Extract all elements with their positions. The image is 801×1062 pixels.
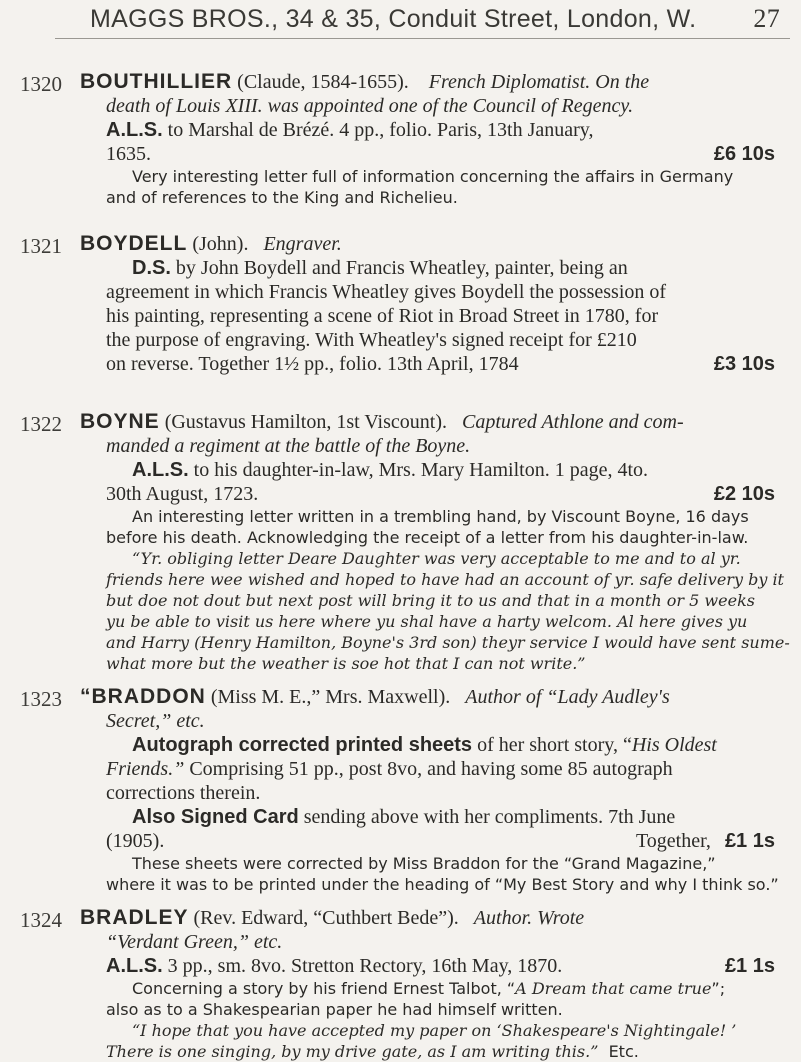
- lot-number: 1320: [20, 72, 62, 96]
- entry-name: BRADLEY: [80, 906, 189, 929]
- price: £2 10s: [713, 483, 775, 505]
- lot-number: 1323: [20, 687, 62, 711]
- document-type: A.L.S.: [132, 459, 189, 481]
- document-type: A.L.S.: [106, 955, 163, 977]
- document-type: D.S.: [132, 257, 171, 279]
- lot-number: 1324: [20, 908, 62, 932]
- price: £3 10s: [713, 353, 775, 375]
- price: £6 10s: [713, 143, 775, 165]
- lot-number: 1321: [20, 234, 62, 258]
- price: £1 1s: [724, 830, 775, 852]
- lot-number: 1322: [20, 412, 62, 436]
- entry-name: BOUTHILLIER: [80, 70, 233, 93]
- header-text: MAGGS BROS., 34 & 35, Conduit Street, London, W.: [90, 5, 697, 33]
- entry-name: BOYNE: [80, 410, 160, 433]
- entry-name: “BRADDON: [80, 685, 206, 708]
- header-rule: [55, 38, 790, 39]
- entry-name: BOYDELL: [80, 232, 188, 255]
- running-header: [90, 4, 780, 34]
- document-type: Autograph corrected printed sheets: [132, 734, 473, 756]
- page-number: 27: [753, 4, 780, 33]
- document-type: Also Signed Card: [132, 806, 299, 828]
- document-type: A.L.S.: [106, 119, 163, 141]
- price: £1 1s: [724, 955, 775, 977]
